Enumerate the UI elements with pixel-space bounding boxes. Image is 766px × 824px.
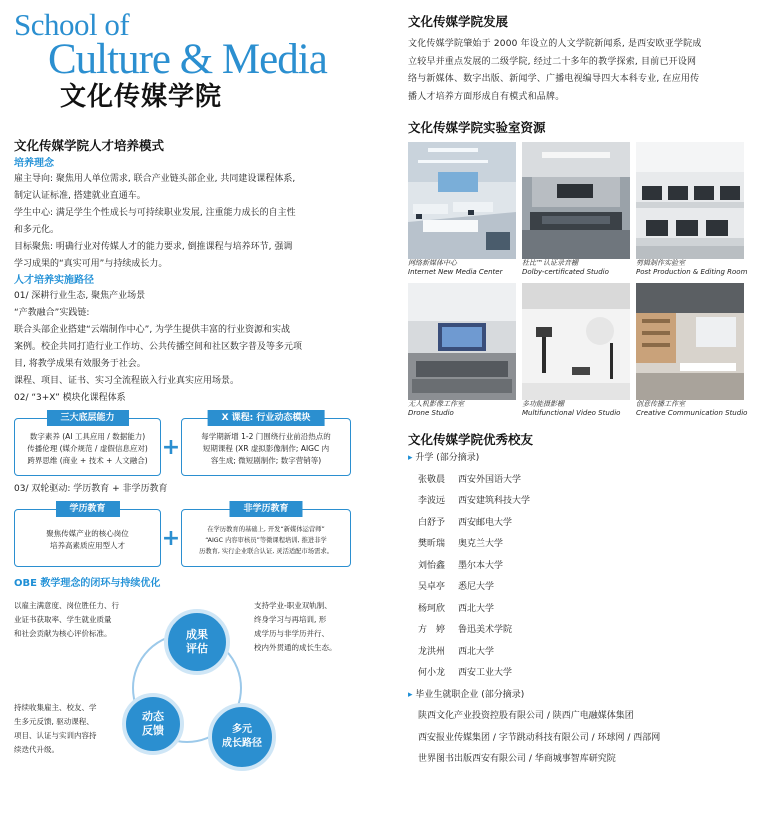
lab-caption-cn: 多功能摄影棚 — [522, 400, 564, 408]
non-degree-box — [181, 504, 351, 567]
lab-photo — [636, 142, 744, 259]
list-item — [408, 556, 758, 578]
path-01-line: 目, 将教学成果有效服务于社会。 — [14, 359, 146, 369]
lab-caption-en: Internet New Media Center — [408, 268, 503, 276]
alumni-name: 杨珂欣 — [418, 603, 446, 614]
circle-growth-path — [208, 703, 276, 771]
obe-text-line: 续迭代升级。 — [14, 745, 59, 754]
development-line: 文化传媒学院肇始于 2000 年设立的人文学院新闻系, 是西安欧亚学院成 — [408, 39, 702, 49]
lab-photo — [522, 142, 630, 259]
further-heading — [408, 448, 758, 470]
non-degree-line: “AIGC 内容审核员”等微课程培训, 推进非学 — [205, 536, 327, 544]
lab-caption-cn: 网络新媒体中心 — [408, 259, 457, 267]
right-column — [408, 10, 758, 771]
path-03: 03/ 双轮驱动: 学历教育 + 非学历教育 — [14, 484, 168, 494]
lab-caption-en: Multifunctional Video Studio — [522, 409, 621, 417]
core-ability-line: 传播伦理 (媒介规范 / 虚假信息应对) — [27, 444, 148, 453]
alumni-name: 吴卓亭 — [418, 582, 446, 592]
list-item: 西安报业传媒集团 / 字节跳动科技有限公司 / 环球网 / 西部网 — [418, 732, 661, 743]
path-01-line: 案例。校企共同打造行业工作坊、公共传播空间和社区数字普及等多元项 — [14, 342, 303, 352]
path-heading: 人才培养实施路径 — [14, 275, 94, 286]
brand-logo — [14, 7, 359, 114]
alumni-school: 悉尼大学 — [458, 582, 495, 592]
lab-photo — [408, 142, 516, 259]
alumni-school: 鲁迅美术学院 — [458, 625, 513, 635]
obe-text-line: 项目、认证与实训内容持 — [14, 731, 97, 740]
path-01-subtitle: “产教融合”实践链: — [14, 308, 90, 318]
lab-card — [408, 283, 516, 418]
obe-text-line: 业证书获取率、学生就业质量 — [14, 615, 112, 624]
obe-text-evaluation — [14, 599, 119, 641]
alumni-title: 文化传媒学院优秀校友 — [408, 432, 534, 447]
lab-caption-cn: 无人机影像工作室 — [408, 400, 464, 408]
list-item: 世界图书出版西安有限公司 / 华商城事智库研究院 — [418, 754, 616, 764]
list-item — [408, 513, 758, 535]
lab-card — [636, 142, 748, 277]
alumni-name: 龙洪州 — [418, 646, 446, 657]
circle-label: 反馈 — [142, 724, 164, 737]
labs-title: 文化传媒学院实验室资源 — [408, 120, 546, 135]
brand-english-line1: School of — [14, 7, 130, 42]
brand-chinese-name: 文化传媒学院 — [60, 82, 223, 112]
non-degree-line: 在学历教育的基础上, 开发“新媒体运营师” — [207, 525, 325, 533]
alumni-school: 西安外国语大学 — [458, 474, 522, 485]
concept-line: 目标聚焦: 明确行业对传媒人才的能力要求, 倒推课程与培养环节, 强调 — [14, 242, 293, 252]
lab-caption-en: Post Production & Editing Room — [636, 268, 748, 276]
alumni-list — [408, 448, 758, 771]
alumni-name: 方 婷 — [418, 625, 446, 635]
circle-label: 多元 — [232, 724, 252, 735]
non-degree-line: 历教育, 实行企业联合认证, 灵活适配市场需求。 — [199, 547, 333, 555]
list-item — [408, 599, 758, 621]
x-course-tag: X 课程: 行业动态模块 — [208, 410, 325, 426]
obe-cycle-diagram — [14, 593, 359, 783]
concept-heading: 培养理念 — [14, 158, 54, 169]
circle-feedback — [122, 693, 184, 755]
alumni-school: 奥克兰大学 — [458, 539, 504, 549]
lab-caption-cn: 创意传播工作室 — [636, 400, 685, 408]
list-item: 陕西文化产业投资控股有限公司 / 陕西广电融媒体集团 — [418, 711, 634, 721]
development-body — [408, 36, 758, 106]
list-item — [408, 642, 758, 664]
obe-text-growth — [254, 599, 337, 655]
list-item — [408, 577, 758, 599]
degree-tag: 学历教育 — [55, 501, 119, 517]
non-degree-tag: 非学历教育 — [229, 501, 302, 517]
alumni-school: 西安建筑科技大学 — [458, 496, 531, 506]
plus-icon: + — [161, 525, 181, 551]
core-ability-line: 数字素养 (AI 工具应用 / 数据能力) — [29, 432, 146, 441]
alumni-school: 墨尔本大学 — [458, 560, 504, 571]
list-item — [408, 491, 758, 513]
alumni-name: 何小龙 — [418, 668, 446, 678]
degree-line: 培养高素质应用型人才 — [50, 541, 125, 550]
module-boxes — [14, 415, 359, 479]
lab-caption-cn: 剪辑制作实验室 — [636, 259, 685, 267]
alumni-name: 樊昕瑞 — [418, 539, 446, 549]
left-column — [14, 7, 359, 783]
list-item — [408, 534, 758, 556]
employ-heading-label: 毕业生就职企业 (部分摘录) — [415, 689, 525, 700]
plus-icon: + — [161, 434, 181, 460]
triangle-bullet-icon: ▸ — [408, 453, 413, 463]
lab-photo — [408, 283, 516, 400]
concept-line: 学习成果的“真实可用”与持续成长力。 — [14, 259, 168, 269]
triangle-bullet-icon: ▸ — [408, 689, 413, 700]
core-ability-box — [14, 413, 161, 476]
brand-english-line2: Culture & Media — [48, 36, 327, 83]
alumni-school: 西安邮电大学 — [458, 517, 513, 528]
lab-card — [522, 142, 630, 277]
circle-label: 成果 — [186, 628, 208, 641]
list-item — [408, 620, 758, 642]
x-course-line: 短期课程 (XR 虚拟影像制作; AIGC 内 — [202, 444, 330, 453]
x-course-line: 每学期新增 1-2 门围绕行业前沿热点的 — [201, 432, 331, 441]
alumni-name: 李波远 — [418, 496, 446, 506]
lab-photo — [636, 283, 744, 400]
obe-text-line: 支持学业-职业双轨制、 — [254, 601, 332, 610]
circle-label: 成长路径 — [222, 738, 262, 749]
obe-text-line: 终身学习与再培训, 形 — [254, 615, 327, 624]
core-ability-tag: 三大底层能力 — [46, 410, 128, 426]
alumni-name: 张敬晨 — [418, 474, 446, 485]
x-course-line: 容生成; 微短剧制作; 数字营销等) — [210, 456, 322, 465]
obe-text-feedback — [14, 701, 97, 757]
circle-label: 动态 — [142, 710, 164, 723]
obe-text-line: 以雇主满意度、岗位胜任力、行 — [14, 601, 119, 610]
development-title: 文化传媒学院发展 — [408, 14, 509, 29]
obe-text-line: 持续收集雇主、校友、学 — [14, 703, 97, 712]
list-item — [408, 663, 758, 685]
list-item — [408, 470, 758, 492]
concept-line: 学生中心: 满足学生个性成长与可持续职业发展, 注重能力成长的自主性 — [14, 208, 296, 218]
lab-photo — [522, 283, 630, 400]
alumni-name: 刘怡鑫 — [418, 560, 446, 571]
lab-card — [636, 283, 748, 418]
lab-caption-cn: 杜比™认证录音棚 — [522, 259, 578, 267]
lab-gallery — [408, 142, 758, 418]
education-boxes — [14, 506, 359, 570]
alumni-school: 西安工业大学 — [458, 668, 513, 678]
core-ability-line: 跨界思维 (商业 + 技术 + 人文融合) — [27, 456, 148, 465]
obe-text-line: 和社会贡献为核心评价标准。 — [14, 629, 112, 638]
concept-line: 雇主导向: 聚焦用人单位需求, 联合产业链头部企业, 共同建设课程体系, — [14, 174, 296, 184]
development-line: 播人才培养方面形成自有模式和品牌。 — [408, 91, 565, 102]
path-02: 02/ “3+X” 模块化课程体系 — [14, 393, 126, 403]
path-01-line: 课程、项目、证书、实习全流程嵌入行业真实应用场景。 — [14, 376, 240, 386]
degree-box — [14, 504, 161, 567]
concept-line: 制定认证标准, 搭建就业直通车。 — [14, 191, 146, 201]
lab-caption-en: Drone Studio — [408, 409, 454, 417]
concept-list — [14, 171, 359, 273]
lab-caption-en: Dolby-certificated Studio — [522, 268, 609, 276]
obe-text-line: 成学历与非学历并行、 — [254, 629, 329, 638]
obe-text-line: 校内外贯通的成长生态。 — [254, 643, 337, 652]
alumni-school: 西北大学 — [458, 646, 495, 657]
development-line: 络与新媒体、数字出版、新闻学、广播电视编导四大本科专业, 在应用传 — [408, 74, 700, 84]
obe-heading: OBE 教学理念的闭环与持续优化 — [14, 578, 161, 589]
obe-text-line: 生多元反馈, 驱动课程、 — [14, 717, 94, 726]
development-line: 立较早并重点发展的二级学院, 经过二十多年的教学探索, 目前已开设网 — [408, 56, 697, 67]
concept-line: 和多元化。 — [14, 225, 60, 235]
further-heading-label: 升学 (部分摘录) — [415, 453, 480, 463]
lab-card — [522, 283, 630, 418]
alumni-school: 西北大学 — [458, 603, 495, 614]
path-01: 01/ 深耕行业生态, 聚焦产业场景 — [14, 291, 146, 301]
path-01-line: 联合头部企业搭建“云端制作中心”, 为学生提供丰富的行业资源和实战 — [14, 325, 291, 335]
employ-heading — [408, 685, 758, 707]
degree-line: 聚焦传媒产业的核心岗位 — [46, 529, 129, 538]
lab-caption-en: Creative Communication Studio — [636, 409, 748, 417]
talent-title: 文化传媒学院人才培养模式 — [14, 138, 165, 153]
circle-label: 评估 — [186, 642, 208, 655]
circle-evaluation — [164, 609, 230, 675]
lab-card — [408, 142, 516, 277]
alumni-name: 白舒予 — [418, 517, 446, 528]
x-course-box — [181, 413, 351, 476]
